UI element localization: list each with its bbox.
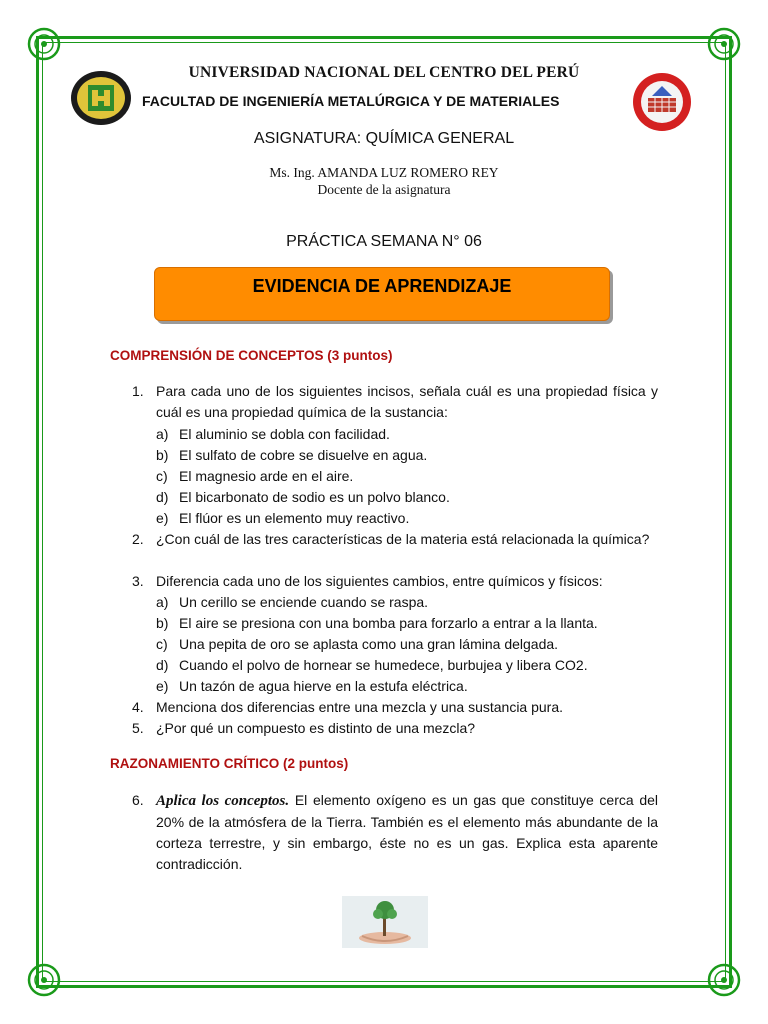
item-text: El aluminio se dobla con facilidad. — [179, 426, 390, 442]
question-text: Menciona dos diferencias entre una mezcla y una sustancia pura. — [156, 699, 564, 715]
question-number: 2. — [132, 531, 144, 547]
item-letter: a) — [156, 594, 169, 610]
question-text: ¿Con cuál de las tres características de la materia está relacionada la química? — [156, 531, 650, 547]
ornament-corner-icon — [704, 960, 744, 1000]
subject-title: ASIGNATURA: QUÍMICA GENERAL — [253, 130, 515, 147]
item-text: El flúor es un elemento muy reactivo. — [179, 510, 410, 526]
question-number: 5. — [132, 720, 144, 736]
question-3 — [132, 571, 658, 592]
list-item — [156, 592, 656, 613]
question-body: El elemento oxígeno es un gas que constituye cerca del 20% de la atmósfera de la Tierra. También es el elemento más abundante de la corteza terrestre, y sin embargo, éste no es un gas. Explica esta aparente contradicción. — [156, 792, 659, 872]
section-title-critical: RAZONAMIENTO CRÍTICO (2 puntos) — [110, 756, 349, 771]
item-letter: a) — [156, 426, 169, 442]
ornament-corner-icon — [24, 24, 64, 64]
item-letter: c) — [156, 468, 168, 484]
question-number: 1. — [132, 383, 144, 399]
list-item — [156, 424, 656, 445]
list-item — [156, 508, 656, 529]
item-text: Un cerillo se enciende cuando se raspa. — [179, 594, 429, 610]
tree-in-hands-icon — [342, 896, 428, 948]
item-letter: b) — [156, 615, 169, 631]
question-1 — [132, 381, 658, 423]
question-2 — [132, 529, 658, 550]
list-item — [156, 655, 656, 676]
item-letter: e) — [156, 510, 169, 526]
list-item — [156, 676, 656, 697]
question-number: 4. — [132, 699, 144, 715]
list-item — [156, 634, 656, 655]
item-text: El sulfato de cobre se disuelve en agua. — [179, 447, 428, 463]
list-item — [156, 445, 656, 466]
question-emphasis: Aplica los conceptos. — [156, 793, 290, 809]
ornament-corner-icon — [704, 24, 744, 64]
university-name: UNIVERSIDAD NACIONAL DEL CENTRO DEL PERÚ — [188, 64, 580, 81]
section-title-concepts: COMPRENSIÓN DE CONCEPTOS (3 puntos) — [110, 348, 393, 363]
question-text: ¿Por qué un compuesto es distinto de una mezcla? — [156, 720, 476, 736]
list-item — [156, 613, 656, 634]
practice-title: PRÁCTICA SEMANA N° 06 — [286, 233, 482, 250]
question-5 — [132, 718, 658, 739]
faculty-name: FACULTAD DE INGENIERÍA METALÚRGICA Y DE MATERIALES — [142, 93, 560, 109]
item-text: Una pepita de oro se aplasta como una gran lámina delgada. — [179, 636, 559, 652]
question-text: Diferencia cada uno de los siguientes cambios, entre químicos y físicos: — [156, 573, 603, 589]
teacher-block — [0, 164, 768, 198]
question-text: Para cada uno de los siguientes incisos, señala cuál es una propiedad física y cuál es una propiedad química de la sustancia: — [156, 383, 658, 420]
item-text: El aire se presiona con una bomba para forzarlo a entrar a la llanta. — [179, 615, 598, 631]
ornament-corner-icon — [24, 960, 64, 1000]
item-letter: b) — [156, 447, 169, 463]
question-number: 6. — [132, 792, 144, 808]
item-text: Cuando el polvo de hornear se humedece, burbujea y libera CO2. — [179, 657, 588, 673]
item-letter: d) — [156, 489, 169, 505]
banner-title: EVIDENCIA DE APRENDIZAJE — [252, 276, 512, 296]
list-item — [156, 466, 656, 487]
question-6 — [132, 790, 658, 875]
item-letter: d) — [156, 657, 169, 673]
item-text: Un tazón de agua hierve en la estufa eléctrica. — [179, 678, 468, 694]
item-letter: c) — [156, 636, 168, 652]
list-item — [156, 487, 656, 508]
evidence-banner — [154, 267, 610, 321]
teacher-name: Ms. Ing. AMANDA LUZ ROMERO REY — [269, 165, 499, 180]
item-text: El bicarbonato de sodio es un polvo blanco. — [179, 489, 450, 505]
item-letter: e) — [156, 678, 169, 694]
question-number: 3. — [132, 573, 144, 589]
teacher-role: Docente de la asignatura — [317, 182, 451, 197]
item-text: El magnesio arde en el aire. — [179, 468, 354, 484]
question-text — [156, 790, 658, 875]
question-4 — [132, 697, 658, 718]
